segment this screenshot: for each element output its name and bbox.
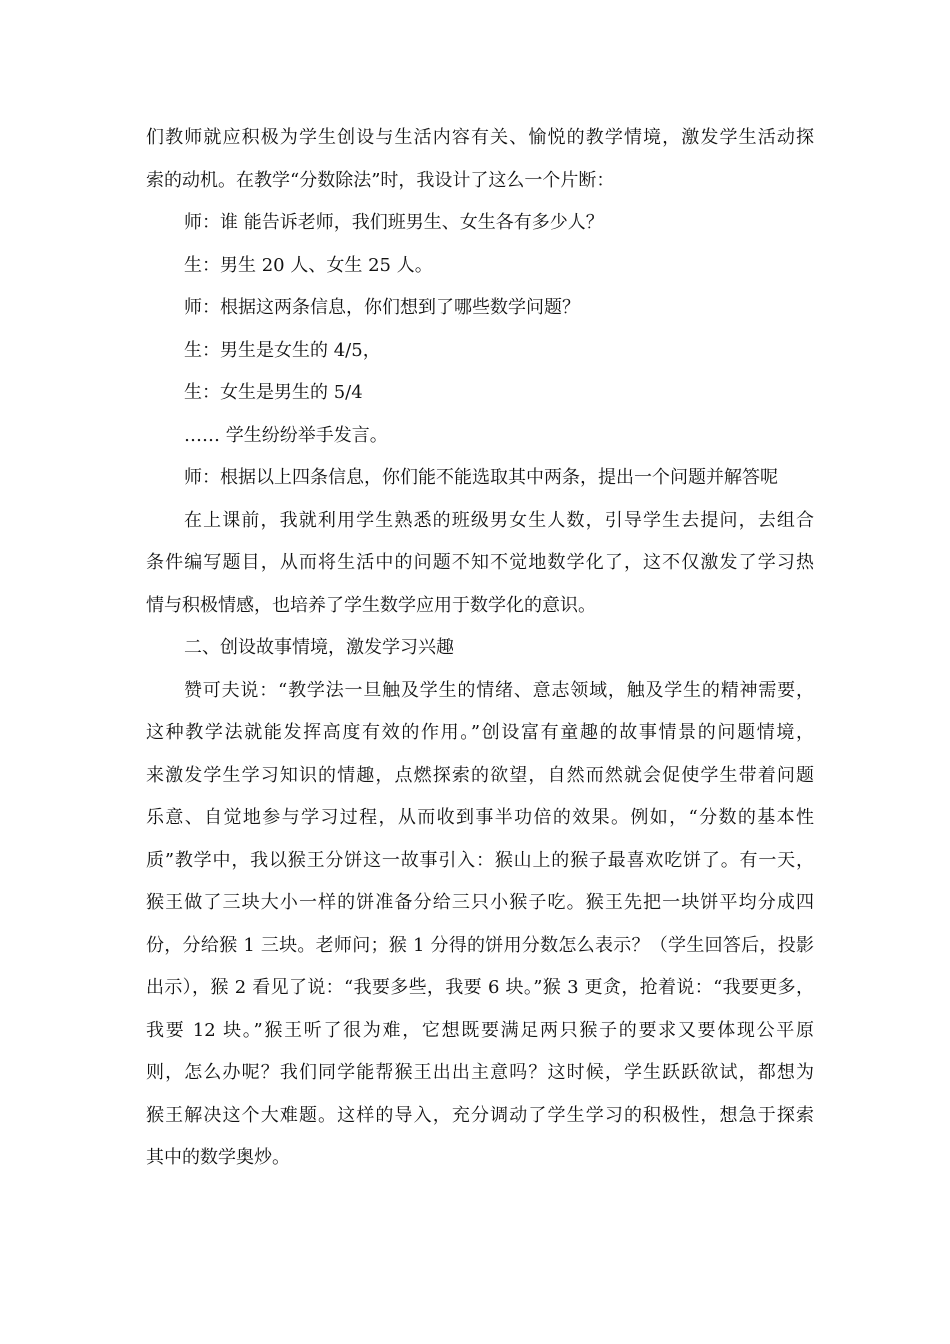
section-heading: 二、创设故事情境，激发学习兴趣 <box>184 637 454 658</box>
paragraph-line: 们教师就应积极为学生创设与生活内容有关、愉悦的教学情境，激发学生活动探 <box>146 127 814 148</box>
paragraph-line: 猴王解决这个大难题。这样的导入，充分调动了学生学习的积极性，想急于探索 <box>146 1104 814 1126</box>
dialogue-line: 生：男生是女生的 4/5， <box>184 339 381 361</box>
dialogue-line: 生：女生是男生的 5/4 <box>184 382 363 403</box>
paragraph-line: 赞可夫说：“教学法一旦触及学生的情绪、意志领域，触及学生的精神需要， <box>184 679 814 701</box>
paragraph-line: 条件编写题目，从而将生活中的问题不知不觉地数学化了，这不仅激发了学习热 <box>146 552 814 573</box>
document-body <box>146 117 814 1180</box>
dialogue-line: 师：根据这两条信息，你们想到了哪些数学问题？ <box>184 297 580 318</box>
paragraph-line: 其中的数学奥炒。 <box>146 1147 290 1168</box>
paragraph-line: 索的动机。在教学“分数除法”时，我设计了这么一个片断： <box>146 169 615 191</box>
paragraph-line: 来激发学生学习知识的情趣，点燃探索的欲望，自然而然就会促使学生带着问题 <box>146 764 814 786</box>
paragraph-line: 猴王做了三块大小一样的饼准备分给三只小猴子吃。猴王先把一块饼平均分成四 <box>146 892 814 913</box>
dialogue-line: 师：谁 能告诉老师，我们班男生、女生各有多少人？ <box>184 212 604 233</box>
dialogue-line: 生：男生 20 人、女生 25 人。 <box>184 254 433 276</box>
paragraph-line: 在上课前，我就利用学生熟悉的班级男女生人数，引导学生去提问，去组合 <box>184 509 814 531</box>
paragraph-line: 则，怎么办呢？我们同学能帮猴王出出主意吗？这时候，学生跃跃欲试，都想为 <box>146 1062 814 1083</box>
dialogue-line: …… 学生纷纷举手发言。 <box>184 424 388 446</box>
paragraph-line: 我要 12 块。”猴王听了很为难，它想既要满足两只猴子的要求又要体现公平原 <box>146 1019 814 1041</box>
paragraph-line: 份，分给猴 1 三块。老师问；猴 1 分得的饼用分数怎么表示？（学生回答后，投影 <box>146 934 814 956</box>
paragraph-line: 这种教学法就能发挥高度有效的作用。”创设富有童趣的故事情景的问题情境， <box>146 722 814 743</box>
dialogue-line: 师：根据以上四条信息，你们能不能选取其中两条，提出一个问题并解答呢 <box>184 467 778 488</box>
paragraph-line: 情与积极情感，也培养了学生数学应用于数学化的意识。 <box>146 594 596 616</box>
paragraph-line: 出示），猴 2 看见了说：“我要多些，我要 6 块。”猴 3 更贪，抢着说：“我要更多， <box>146 977 814 998</box>
paragraph-line: 质”教学中，我以猴王分饼这一故事引入：猴山上的猴子最喜欢吃饼了。有一天， <box>146 849 814 871</box>
paragraph-line: 乐意、自觉地参与学习过程，从而收到事半功倍的效果。例如，“分数的基本性 <box>146 807 814 828</box>
